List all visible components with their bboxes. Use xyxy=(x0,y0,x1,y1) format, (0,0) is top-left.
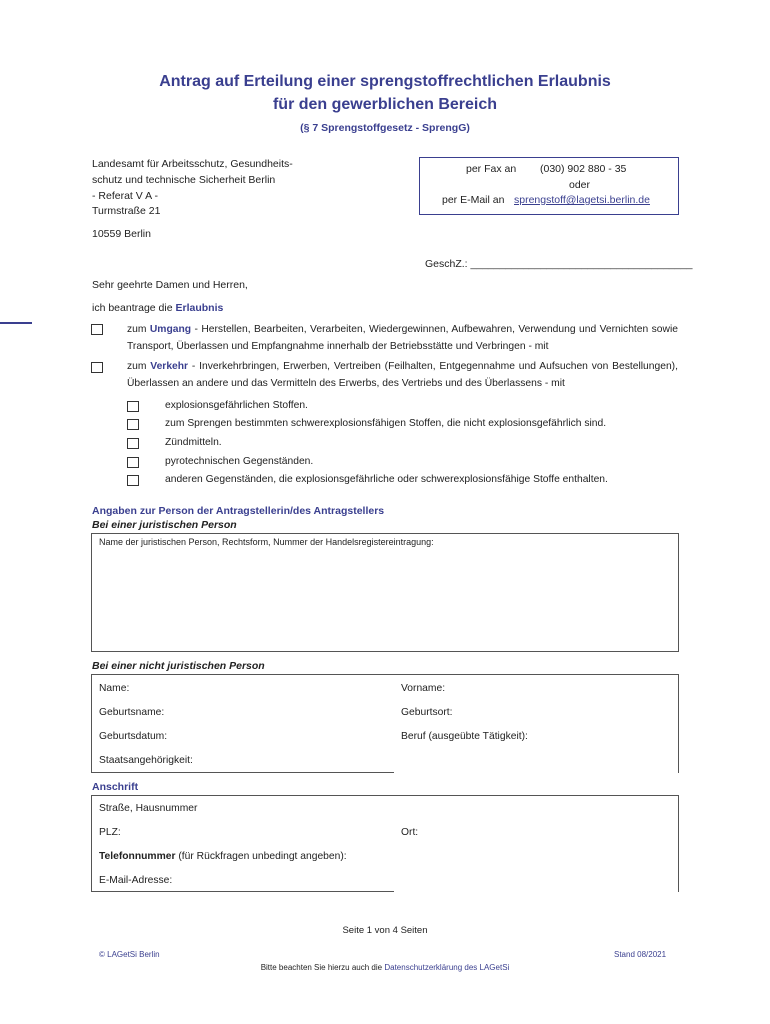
or-label: oder xyxy=(569,179,591,191)
beruf-field[interactable]: Beruf (ausgeübte Tätigkeit): xyxy=(401,731,528,742)
fax-number: (030) 902 880 - 35 xyxy=(540,163,627,175)
telefon-field[interactable] xyxy=(99,851,347,862)
substance-checkbox-2[interactable] xyxy=(127,419,139,430)
request-intro xyxy=(92,302,223,314)
request-intro-text: ich beantrage die xyxy=(92,302,173,314)
fax-label: per Fax an xyxy=(466,163,517,175)
umgang-text xyxy=(127,321,678,355)
telefon-label-rest: (für Rückfragen unbedingt angeben): xyxy=(178,851,347,862)
privacy-note-text: Bitte beachten Sie hierzu auch die xyxy=(260,963,383,972)
substance-checkbox-3[interactable] xyxy=(127,438,139,449)
anschrift-box xyxy=(91,795,679,892)
salutation: Sehr geehrte Damen und Herren, xyxy=(92,279,248,291)
substance-label-5: anderen Gegenständen, die explosionsgefährliche oder schwerexplosionsfähige Stoffe enthalten. xyxy=(165,474,608,485)
address-line-2: schutz und technische Sicherheit Berlin xyxy=(92,174,276,186)
strasse-field[interactable]: Straße, Hausnummer xyxy=(99,803,198,814)
geburtsname-field[interactable]: Geburtsname: xyxy=(99,707,165,718)
geburtsort-field[interactable]: Geburtsort: xyxy=(401,707,453,718)
vorname-field[interactable]: Vorname: xyxy=(401,683,446,694)
email-field[interactable]: E-Mail-Adresse: xyxy=(99,875,173,886)
substance-checkbox-5[interactable] xyxy=(127,475,139,486)
contact-box xyxy=(419,157,679,215)
fold-mark xyxy=(0,322,32,324)
umgang-description: - Herstellen, Bearbeiten, Verarbeiten, Wiedergewinnen, Aufbewahren, Verwendung und Vernichten sowie Transport, Überlassen und Empfangnahme innerhalb der Betriebsstätte und Verbringen - mit xyxy=(127,324,678,352)
address-line-1: Landesamt für Arbeitsschutz, Gesundheits- xyxy=(92,158,293,170)
page-number: Seite 1 von 4 Seiten xyxy=(342,925,428,936)
substance-checkbox-4[interactable] xyxy=(127,457,139,468)
verkehr-prefix: zum xyxy=(127,361,147,372)
title-line-2: für den gewerblichen Bereich xyxy=(272,96,498,113)
privacy-note xyxy=(0,963,770,972)
request-keyword: Erlaubnis xyxy=(175,302,224,314)
address-line-5: 10559 Berlin xyxy=(92,228,151,240)
verkehr-keyword: Verkehr xyxy=(150,361,189,372)
geburtsdatum-field[interactable]: Geburtsdatum: xyxy=(99,731,168,742)
title-line-1: Antrag auf Erteilung einer sprengstoffrechtlichen Erlaubnis xyxy=(159,73,611,90)
privacy-link[interactable]: Datenschutzerklärung des LAGetSi xyxy=(384,963,510,972)
natural-person-box xyxy=(91,674,679,773)
subtitle: (§ 7 Sprengstoffgesetz - SprengG) xyxy=(300,122,470,134)
plz-field[interactable]: PLZ: xyxy=(99,827,121,838)
substance-label-1: explosionsgefährlichen Stoffen. xyxy=(165,400,308,411)
umgang-checkbox[interactable] xyxy=(91,324,103,335)
natural-heading: Bei einer nicht juristischen Person xyxy=(92,660,265,672)
substance-label-2: zum Sprengen bestimmten schwerexplosionsfähigen Stoffen, die nicht explosionsgefährlich sind. xyxy=(165,418,607,429)
geschz-field[interactable]: GeschZ.: ______________________________________ xyxy=(425,258,693,270)
name-field[interactable]: Name: xyxy=(99,683,130,694)
stand: Stand 08/2021 xyxy=(614,950,667,959)
anschrift-heading: Anschrift xyxy=(92,781,139,793)
verkehr-description: - Inverkehrbringen, Erwerben, Vertreiben (Feilhalten, Entgegennahme und Aufsuchen von Bestellungen), Überlassen an andere und das Vermitteln des Erwerbs, des Vertriebs und des Überlassens - mit xyxy=(127,361,678,389)
juristic-field-label: Name der juristischen Person, Rechtsform, Nummer der Handelsregistereintragung: xyxy=(99,537,434,547)
copyright: © LAGetSi Berlin xyxy=(99,950,160,959)
staatsangehoerigkeit-field[interactable]: Staatsangehörigkeit: xyxy=(99,755,193,766)
person-section-heading: Angaben zur Person der Antragstellerin/des Antragstellers xyxy=(92,505,385,517)
verkehr-checkbox[interactable] xyxy=(91,362,103,373)
umgang-prefix: zum xyxy=(127,324,147,335)
address-line-4: Turmstraße 21 xyxy=(92,205,161,217)
divider xyxy=(91,891,394,892)
telefon-label-bold: Telefonnummer xyxy=(99,851,176,862)
substance-checkbox-1[interactable] xyxy=(127,401,139,412)
divider xyxy=(91,772,394,773)
juristic-heading: Bei einer juristischen Person xyxy=(92,519,237,531)
substance-label-3: Zündmitteln. xyxy=(165,437,222,448)
substance-label-4: pyrotechnischen Gegenständen. xyxy=(165,456,314,467)
juristic-person-box[interactable] xyxy=(91,533,679,652)
address-line-3: - Referat V A - xyxy=(92,190,158,202)
verkehr-text xyxy=(127,358,678,392)
email-label: per E-Mail an xyxy=(442,194,505,206)
ort-field[interactable]: Ort: xyxy=(401,827,419,838)
email-link[interactable]: sprengstoff@lagetsi.berlin.de xyxy=(514,194,650,206)
umgang-keyword: Umgang xyxy=(149,324,192,335)
